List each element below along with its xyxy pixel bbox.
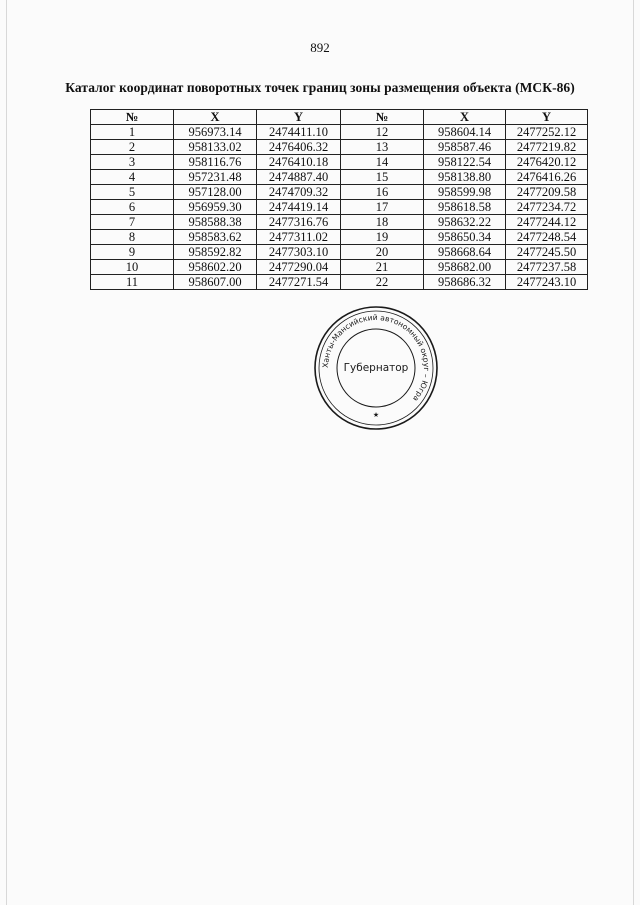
cell-x: 958587.46 [424, 140, 506, 155]
table-body [91, 125, 588, 290]
cell-y: 2477248.54 [506, 230, 588, 245]
cell-x: 956973.14 [174, 125, 257, 140]
table-row [91, 185, 588, 200]
seal-ring-text: Ханты-Мансийский автономный округ – Югра [320, 312, 432, 404]
table-row [91, 260, 588, 275]
page-number: 892 [310, 40, 330, 55]
cell-y: 2474887.40 [257, 170, 341, 185]
scan-edge-left [6, 0, 7, 905]
cell-number: 17 [341, 200, 424, 215]
cell-number: 16 [341, 185, 424, 200]
cell-x: 957231.48 [174, 170, 257, 185]
cell-y: 2477245.50 [506, 245, 588, 260]
cell-y: 2477311.02 [257, 230, 341, 245]
cell-x: 958116.76 [174, 155, 257, 170]
cell-number: 9 [91, 245, 174, 260]
cell-x: 958599.98 [424, 185, 506, 200]
cell-x: 958122.54 [424, 155, 506, 170]
cell-y: 2477219.82 [506, 140, 588, 155]
cell-x: 958682.00 [424, 260, 506, 275]
table-row [91, 155, 588, 170]
table-row [91, 215, 588, 230]
cell-number: 1 [91, 125, 174, 140]
header-number: № [341, 110, 424, 125]
header-x: X [424, 110, 506, 125]
cell-y: 2477234.72 [506, 200, 588, 215]
seal-star-icon: ★ [372, 411, 380, 419]
cell-y: 2476420.12 [506, 155, 588, 170]
table-row [91, 245, 588, 260]
cell-x: 957128.00 [174, 185, 257, 200]
cell-x: 958588.38 [174, 215, 257, 230]
header-x: X [174, 110, 257, 125]
cell-number: 22 [341, 275, 424, 290]
document-title: Каталог координат поворотных точек границ зоны размещения объекта (МСК-86) [65, 80, 575, 95]
cell-number: 20 [341, 245, 424, 260]
cell-number: 13 [341, 140, 424, 155]
cell-x: 958592.82 [174, 245, 257, 260]
cell-number: 18 [341, 215, 424, 230]
cell-y: 2474411.10 [257, 125, 341, 140]
cell-y: 2474419.14 [257, 200, 341, 215]
cell-number: 7 [91, 215, 174, 230]
cell-y: 2477209.58 [506, 185, 588, 200]
cell-x: 958133.02 [174, 140, 257, 155]
cell-number: 4 [91, 170, 174, 185]
cell-x: 958602.20 [174, 260, 257, 275]
cell-y: 2477252.12 [506, 125, 588, 140]
cell-y: 2477271.54 [257, 275, 341, 290]
cell-x: 958583.62 [174, 230, 257, 245]
seal-center-text: Губернатор [343, 362, 409, 374]
cell-number: 11 [91, 275, 174, 290]
cell-x: 956959.30 [174, 200, 257, 215]
cell-number: 6 [91, 200, 174, 215]
cell-y: 2477237.58 [506, 260, 588, 275]
cell-x: 958607.00 [174, 275, 257, 290]
cell-x: 958668.64 [424, 245, 506, 260]
cell-y: 2476406.32 [257, 140, 341, 155]
cell-number: 5 [91, 185, 174, 200]
cell-number: 2 [91, 140, 174, 155]
cell-number: 10 [91, 260, 174, 275]
table-header-row [91, 110, 588, 125]
cell-y: 2477303.10 [257, 245, 341, 260]
cell-y: 2477244.12 [506, 215, 588, 230]
header-y: Y [257, 110, 341, 125]
table-row [91, 200, 588, 215]
cell-y: 2477243.10 [506, 275, 588, 290]
cell-x: 958618.58 [424, 200, 506, 215]
coordinates-table [90, 109, 588, 290]
header-y: Y [506, 110, 588, 125]
cell-number: 3 [91, 155, 174, 170]
cell-y: 2474709.32 [257, 185, 341, 200]
cell-number: 14 [341, 155, 424, 170]
cell-x: 958650.34 [424, 230, 506, 245]
table-row [91, 140, 588, 155]
table-row [91, 170, 588, 185]
cell-number: 8 [91, 230, 174, 245]
governor-seal [313, 305, 439, 431]
cell-y: 2477316.76 [257, 215, 341, 230]
cell-number: 12 [341, 125, 424, 140]
cell-number: 19 [341, 230, 424, 245]
cell-y: 2476416.26 [506, 170, 588, 185]
header-number: № [91, 110, 174, 125]
cell-x: 958604.14 [424, 125, 506, 140]
cell-y: 2477290.04 [257, 260, 341, 275]
table-row [91, 125, 588, 140]
cell-y: 2476410.18 [257, 155, 341, 170]
cell-number: 21 [341, 260, 424, 275]
cell-x: 958138.80 [424, 170, 506, 185]
table-row [91, 275, 588, 290]
cell-x: 958632.22 [424, 215, 506, 230]
cell-x: 958686.32 [424, 275, 506, 290]
table-row [91, 230, 588, 245]
cell-number: 15 [341, 170, 424, 185]
scan-edge-right [633, 0, 634, 905]
